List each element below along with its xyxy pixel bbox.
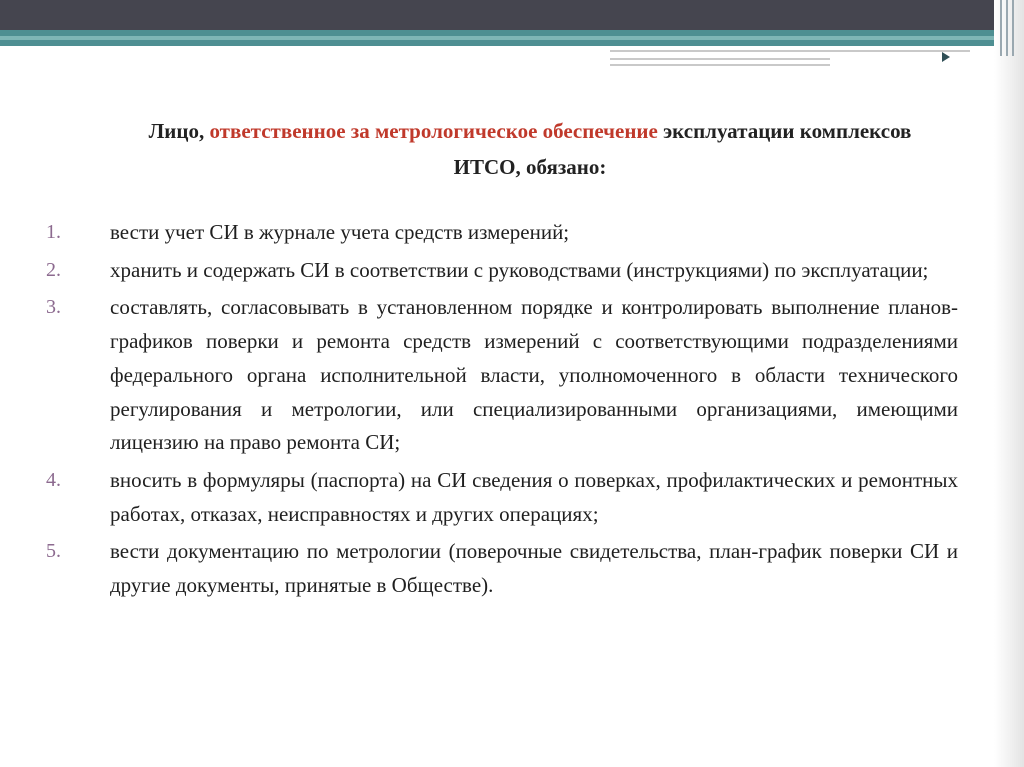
decorative-lines	[610, 48, 1010, 68]
decorative-line	[610, 64, 830, 66]
right-edge-line	[1012, 0, 1014, 56]
item-number: 1.	[46, 221, 61, 243]
list-item	[46, 535, 958, 602]
duties-list	[46, 216, 958, 607]
list-item	[46, 216, 958, 250]
list-item	[46, 254, 958, 288]
item-number: 5.	[46, 540, 61, 563]
decorative-line	[610, 58, 830, 60]
heading-accent: ответственное за метрологическое обеспечение	[209, 119, 658, 143]
item-text: составлять, согласовывать в установленном порядке и контролировать выполнение планов-графиков поверки и ремонта средств измерений с соответствующими подразделениями федерального органа исполнительной власти, уполномоченного в области технического регулирования и метрологии, или специализированными организациями, имеющими лицензию на право ремонта СИ;	[110, 295, 958, 455]
right-edge-shadow	[994, 0, 1024, 767]
item-number: 2.	[46, 258, 61, 281]
list-item	[46, 291, 958, 460]
item-number: 4.	[46, 468, 61, 491]
item-text: вносить в формуляры (паспорта) на СИ сведения о поверках, профилактических и ремонтных работах, отказах, неисправностях и других операциях;	[110, 467, 958, 526]
heading-suffix: эксплуатации комплексов ИТСО, обязано:	[453, 119, 912, 179]
item-text: вести документацию по метрологии (поверочные свидетельства, план-график поверки СИ и другие документы, принятые в Обществе).	[110, 539, 958, 598]
decorative-line	[610, 50, 970, 52]
top-header-bar	[0, 0, 1024, 30]
slide-heading	[120, 113, 940, 185]
teal-highlight-stripe	[0, 36, 1024, 40]
item-number: 3.	[46, 296, 61, 319]
list-item	[46, 464, 958, 531]
item-text: вести учет СИ в журнале учета средств измерений;	[110, 220, 570, 244]
heading-prefix: Лицо,	[148, 119, 210, 143]
triangle-arrow-icon	[942, 52, 950, 62]
item-text: хранить и содержать СИ в соответствии с руководствами (инструкциями) по эксплуатации;	[110, 257, 929, 282]
